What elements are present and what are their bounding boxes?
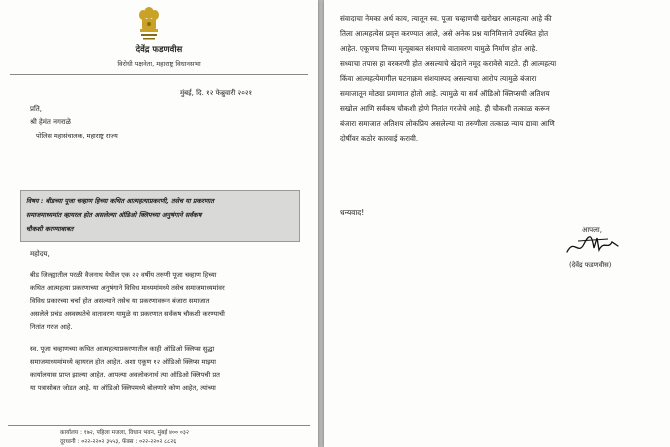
handwritten-signature (564, 232, 620, 258)
body-line: कार्यालयास प्राप्त झाल्या आहेत. आपल्या अवलोकनार्थ त्या ऑडिओ क्लिपची प्रत (30, 371, 220, 379)
body-line: स्व. पूजा चव्हाणच्या कथित आत्महत्याप्रकरणातील काही ऑडिओ क्लिप्स सुद्धा (30, 345, 215, 353)
footer-phone: दूरध्वनी : ०२२-२२०२ ३५५३, फॅक्स : ०२२-२२०२ ८८२६ (60, 439, 177, 445)
body-line: बंजारा समाजात अतिशय लोकप्रिय असलेल्या या तरुणीला तत्काळ न्याय द्यावा आणि (340, 119, 555, 128)
recipient-prefix: प्रति, (30, 105, 43, 113)
recipient-name: श्री हेमंत नगराळे (30, 118, 71, 126)
body-line: तिला आत्महत्येस प्रवृत्त करण्यात आले, असे अनेक प्रश्न यानिमित्ताने उपस्थित होत (340, 29, 549, 38)
body-line: आहेत. एकूणच तिच्या मृत्यूबाबत संशयाचे वातावरण यामुळे निर्माण होत आहे. (340, 44, 538, 53)
letter-page-1 (0, 0, 318, 447)
closing-thanks: धन्यवाद! (340, 208, 365, 217)
national-emblem-icon (136, 4, 162, 44)
body-line: समाजातून मोठ्या प्रमाणात होतो आहे. त्यामुळे या सर्व ऑडिओ क्लिप्सची अतिशय (340, 89, 550, 98)
body-line: सध्याचा तपास हा वरकरणी होत असल्याचे खेदाने नमूद करावेसे वाटते. ही आत्महत्या (340, 59, 557, 68)
body-line: किंवा आत्महत्येमागील घटनाक्रम संशयास्पद असल्याचा आरोप त्यामुळे बंजारा (340, 74, 537, 83)
closing-yours: आपला, (582, 226, 602, 234)
salutation: महोदय, (30, 250, 50, 258)
subject-line: चौकशी करण्याबाबत (26, 225, 74, 233)
footer-divider (8, 425, 310, 426)
body-line: असलेले प्रचंड अस्वस्थतेचे वातावरण यामुळे या प्रकरणात सर्वंकष चौकशी करण्याची (30, 310, 225, 318)
body-line: नितांत गरज आहे. (30, 323, 73, 331)
letterhead-divider (10, 74, 308, 75)
signatory-name: (देवेंद्र फडणवीस) (569, 261, 612, 269)
letter-page-2 (324, 0, 670, 447)
recipient-designation: पोलिस महासंचालक, महाराष्ट्र राज्य (36, 132, 118, 140)
body-line: दोषींवर कठोर कारवाई करावी. (340, 134, 419, 143)
body-line: विविध प्रकारच्या चर्चा होत असल्याने तसेच या प्रकरणावरून बंजारा समाजात (30, 297, 210, 305)
body-line: सखोल आणि सर्वंकष चौकशी होणे नितांत गरजेचे आहे. ही चौकशी तत्काळ करून (340, 104, 550, 113)
footer-address: कार्यालय : १७२, पहिला मजला, विधान भवन, मुंबई ४०० ०३२ (60, 430, 189, 436)
subject-line: विषय : बीडच्या पूजा चव्हाण हिच्या कथित आत्महत्याप्रकरणी, तसेच या प्रकरणात (26, 197, 214, 205)
subject-line: समाजमाध्यमांत व्हायरल होत असलेल्या ऑडिओ क्लिपच्या अनुषंगाने सर्वंकष (26, 211, 202, 219)
letterhead-title: विरोधी पक्षनेता, महाराष्ट्र विधानसभा (117, 60, 201, 68)
body-line: बीड जिल्ह्यातील परळी वैजनाथ येथील एक २२ वर्षीय तरुणी पूजा चव्हाण हिच्या (30, 271, 217, 279)
letterhead-name: देवेंद्र फडणवीस (135, 45, 183, 55)
body-line: समाजमाध्यमांमध्ये व्हायरल होत आहेत. अशा एकूण १२ ऑडिओ क्लिप्स माझ्या (30, 358, 216, 366)
body-line: संवादाचा नेमका अर्थ काय, त्यातून स्व. पूजा चव्हाणची खरोखर आत्महत्या आहे की (340, 14, 552, 23)
dateline: मुंबई, दि. १२ फेब्रुवारी २०२१ (180, 89, 253, 97)
body-line: कथित आत्महत्या प्रकरणाच्या अनुषंगाने विविध माध्यमांमध्ये तसेच समाजमाध्यमांवर (30, 284, 225, 292)
body-line: या पत्रासोबत जोडत आहे. या ऑडिओ क्लिपमध्ये बोलणारे कोण आहेत, त्यांच्या (30, 384, 216, 392)
